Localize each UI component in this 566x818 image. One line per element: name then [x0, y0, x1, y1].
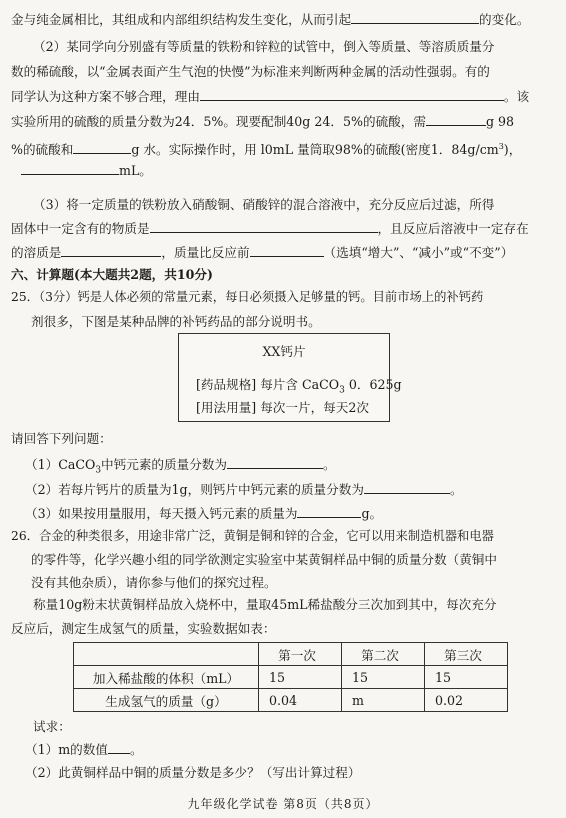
q24-line-10: 的溶质是 ，质量比反应前 （选填“增大”、“减小”或“不变”）: [11, 245, 514, 260]
q25-line-1: 25．（3分）钙是人体必须的常量元素，每日必须摄入足够量的钙。目前市场上的补钙药: [11, 290, 484, 304]
q25-ask: 请回答下列问题：: [11, 431, 112, 446]
table-cell: 0.04: [259, 689, 342, 712]
table-cell: 15: [425, 666, 508, 689]
answer-blank[interactable]: [61, 244, 161, 257]
q24-line-9: 固体中一定含有的物质是 ，且反应后溶液中一定存在: [11, 221, 529, 236]
q25-part-2: （2）若每片钙片的质量为1g，则钙片中钙元素的质量分数为 。: [25, 482, 463, 497]
q25-part-1: （1）CaCO$_3$中钙元素的质量分数为 。: [25, 457, 336, 476]
table-header-cell: [74, 643, 259, 666]
q26-part-2: （2）此黄铜样品中铜的质量分数是多少？（写出计算过程）: [25, 765, 361, 780]
q26-line-5: 反应后，测定生成氢气的质量，实验数据如表：: [11, 621, 276, 636]
medicine-name: XX钙片: [262, 344, 306, 359]
q24-line-4: 同学认为这种方案不够合理，理由 。该: [11, 89, 530, 104]
table-cell: 0.02: [425, 689, 508, 712]
table-header-cell: 第一次: [259, 643, 342, 666]
answer-blank[interactable]: [108, 741, 130, 754]
answer-blank[interactable]: [426, 113, 486, 126]
answer-blank[interactable]: [351, 11, 479, 24]
table-header-cell: 第三次: [425, 643, 508, 666]
medicine-spec: [药品规格] 每片含 CaCO$_3$ 0．625g: [196, 377, 402, 396]
q25-line-2: 剂很多，下图是某种品牌的补钙药品的部分说明书。: [31, 314, 321, 329]
medicine-usage: [用法用量] 每次一片，每天2次: [196, 400, 369, 415]
section-heading: 六、计算题(本大题共2题，共10分): [11, 267, 213, 282]
table-cell: 15: [342, 666, 425, 689]
table-header-cell: 第二次: [342, 643, 425, 666]
q26-line-3: 没有其他杂质），请你参与他们的探究过程。: [31, 575, 277, 590]
answer-blank[interactable]: [364, 481, 450, 494]
q24-line-5: 实验所用的硫酸的质量分数为24．5%。现要配制40g 24．5%的硫酸，需 g 98: [11, 114, 515, 129]
table-cell: m: [342, 689, 425, 712]
q26-line-4: 称量10g粉末状黄铜样品放入烧杯中，量取45mL稀盐酸分三次加到其中，每次充分: [33, 597, 497, 612]
q24-line-1: 金与纯金属相比，其组成和内部组织结构发生变化，从而引起 的变化。: [11, 12, 530, 27]
table-header-row: [74, 643, 508, 666]
answer-blank[interactable]: [73, 141, 131, 154]
q24-line-8: （3）将一定质量的铁粉放入硝酸铜、硝酸锌的混合溶液中，充分反应后过滤，所得: [33, 197, 495, 212]
table-row: [74, 689, 508, 712]
medicine-label-box: [178, 333, 402, 422]
table-cell: 生成氢气的质量（g）: [74, 689, 259, 712]
page-footer: 九年级化学试卷 第8页（共8页）: [187, 797, 379, 811]
table-cell: 15: [259, 666, 342, 689]
q24-line-7: mL。: [21, 162, 152, 179]
answer-blank[interactable]: [200, 88, 504, 101]
answer-blank[interactable]: [250, 244, 324, 257]
q26-try: 试求：: [33, 719, 71, 734]
q26-line-1: 26．合金的种类很多，用途非常广泛，黄铜是铜和锌的合金，它可以用来制造机器和电器: [11, 529, 494, 543]
table-row: [74, 666, 508, 689]
q26-line-2: 的零件等，化学兴趣小组的同学欲测定实验室中某黄铜样品中铜的质量分数（黄铜中: [31, 552, 497, 567]
q24-line-3: 数的稀硫酸，以“金属表面产生气泡的快慢”为标准来判断两种金属的活动性强弱。有的: [11, 64, 490, 79]
answer-blank[interactable]: [150, 220, 378, 233]
experiment-data-table: [73, 642, 508, 712]
q24-line-2: （2）某同学向分别盛有等质量的铁粉和锌粒的试管中，倒入等质量、等溶质质量分: [33, 39, 495, 54]
q24-line-6: %的硫酸和 g 水。实际操作时，用 l0mL 量筒取98%的硫酸(密度1．$84g/cm^3$)，: [11, 142, 522, 158]
table-cell: 加入稀盐酸的体积（mL）: [74, 666, 259, 689]
q25-part-3: （3）如果按用量服用，每天摄入钙元素的质量为 g。: [25, 506, 383, 521]
answer-blank[interactable]: [297, 505, 361, 518]
answer-blank[interactable]: [21, 162, 119, 175]
answer-blank[interactable]: [227, 456, 323, 469]
q26-part-1: （1）m的数值 。: [25, 742, 143, 757]
